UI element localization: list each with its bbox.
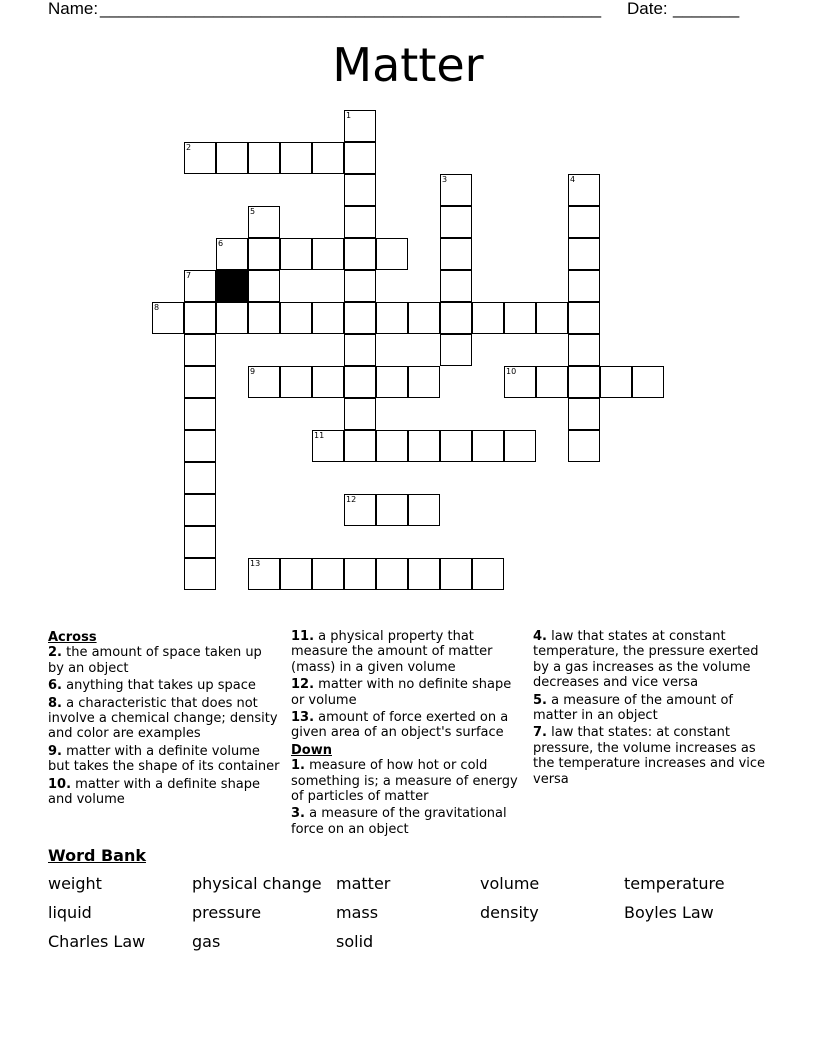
cell-number: 7	[186, 271, 192, 280]
cell-number: 6	[218, 239, 224, 248]
clue-number: 12.	[291, 677, 315, 693]
grid-cell[interactable]	[344, 206, 376, 238]
clue-down-1	[291, 758, 527, 804]
grid-cell[interactable]	[568, 270, 600, 302]
grid-cell[interactable]	[440, 270, 472, 302]
grid-cell[interactable]	[248, 302, 280, 334]
clue-number: 11.	[291, 629, 315, 644]
grid-cell[interactable]	[184, 302, 216, 334]
clue-number: 1.	[291, 758, 305, 774]
grid-cell[interactable]	[280, 302, 312, 334]
grid-cell[interactable]	[376, 238, 408, 270]
clue-column-1	[48, 629, 280, 809]
grid-cell[interactable]	[536, 366, 568, 398]
word-bank-item: Boyles Law	[624, 903, 714, 922]
grid-cell[interactable]	[376, 366, 408, 398]
clue-text: matter with no definite shape or volume	[291, 677, 512, 708]
grid-cell[interactable]	[440, 430, 472, 462]
word-bank-item: density	[480, 903, 539, 922]
puzzle-title: Matter	[332, 38, 484, 92]
grid-cell[interactable]	[184, 558, 216, 590]
grid-cell[interactable]	[152, 302, 184, 334]
grid-cell[interactable]	[504, 302, 536, 334]
grid-cell[interactable]	[568, 430, 600, 462]
cell-number: 10	[506, 367, 517, 376]
grid-cell[interactable]	[536, 302, 568, 334]
clue-number: 10.	[48, 776, 72, 792]
clue-down-5	[533, 693, 769, 724]
grid-cell[interactable]	[184, 334, 216, 366]
grid-cell[interactable]	[184, 142, 216, 174]
grid-cell[interactable]	[184, 494, 216, 526]
grid-cell[interactable]	[312, 302, 344, 334]
clue-across-10	[48, 777, 280, 808]
word-bank-item: volume	[480, 874, 540, 893]
clue-number: 5.	[533, 692, 547, 708]
grid-cell[interactable]	[344, 302, 376, 334]
grid-cell[interactable]	[632, 366, 664, 398]
cell-number: 2	[186, 143, 192, 152]
grid-cell[interactable]	[504, 430, 536, 462]
grid-cell[interactable]	[216, 142, 248, 174]
grid-cell[interactable]	[568, 174, 600, 206]
word-bank-item: liquid	[48, 903, 92, 922]
grid-cell[interactable]	[312, 366, 344, 398]
grid-cell[interactable]	[568, 398, 600, 430]
grid-cell[interactable]	[184, 526, 216, 558]
cell-number: 8	[154, 303, 160, 312]
grid-cell[interactable]	[568, 366, 600, 398]
grid-cell[interactable]	[568, 302, 600, 334]
clue-across-6	[48, 678, 280, 693]
grid-cell[interactable]	[376, 430, 408, 462]
grid-cell[interactable]	[184, 430, 216, 462]
cell-number: 3	[442, 175, 448, 184]
grid-cell[interactable]	[344, 270, 376, 302]
grid-cell[interactable]	[248, 238, 280, 270]
grid-cell[interactable]	[312, 142, 344, 174]
word-bank-item: matter	[336, 874, 391, 893]
grid-cell[interactable]	[344, 430, 376, 462]
grid-cell[interactable]	[344, 238, 376, 270]
clue-text: a measure of the gravitational force on an object	[291, 806, 507, 837]
name-label: Name:	[48, 0, 99, 18]
grid-cell[interactable]	[280, 366, 312, 398]
grid-cell[interactable]	[344, 558, 376, 590]
clue-text: measure of how hot or cold something is; a measure of energy of particles of matter	[291, 758, 518, 805]
word-bank-item: physical change	[192, 874, 322, 893]
cell-number: 1	[346, 111, 352, 120]
word-bank-item: pressure	[192, 903, 262, 922]
clue-text: amount of force exerted on a given area of an object's surface	[291, 710, 509, 741]
clue-text: a physical property that measure the amount of matter (mass) in a given volume	[291, 629, 493, 675]
cell-number: 5	[250, 207, 256, 216]
grid-cell[interactable]	[248, 270, 280, 302]
grid-cell[interactable]	[440, 206, 472, 238]
name-field[interactable]: _____________________________________________________	[100, 0, 602, 18]
clue-across-11	[291, 629, 527, 675]
grid-cell[interactable]	[248, 558, 280, 590]
word-bank-item: mass	[336, 903, 379, 922]
grid-cell[interactable]	[408, 366, 440, 398]
grid-cell[interactable]	[472, 430, 504, 462]
grid-cell[interactable]	[312, 238, 344, 270]
grid-cell[interactable]	[280, 238, 312, 270]
grid-cell[interactable]	[408, 494, 440, 526]
word-bank-item: weight	[48, 874, 102, 893]
cell-number: 13	[250, 559, 261, 568]
grid-cell[interactable]	[216, 302, 248, 334]
clue-number: 8.	[48, 695, 62, 711]
date-label: Date:	[627, 0, 668, 18]
clue-text: a measure of the amount of matter in an object	[533, 692, 734, 724]
grid-cell[interactable]	[344, 142, 376, 174]
clue-down-3	[291, 806, 527, 837]
grid-cell[interactable]	[184, 366, 216, 398]
cell-number: 12	[346, 495, 357, 504]
grid-cell[interactable]	[408, 302, 440, 334]
grid-cell[interactable]	[440, 334, 472, 366]
grid-cell[interactable]	[472, 558, 504, 590]
grid-cell[interactable]	[408, 558, 440, 590]
clue-across-8	[48, 696, 280, 742]
black-square	[216, 270, 248, 302]
grid-cell[interactable]	[344, 366, 376, 398]
date-field[interactable]: _______	[673, 0, 740, 18]
clue-down-4	[533, 629, 769, 691]
word-bank-item: gas	[192, 932, 221, 951]
grid-cell[interactable]	[280, 558, 312, 590]
word-bank-title: Word Bank	[48, 846, 147, 865]
grid-cell[interactable]	[568, 206, 600, 238]
grid-cell[interactable]	[376, 302, 408, 334]
clue-number: 7.	[533, 725, 547, 741]
grid-cell[interactable]	[344, 174, 376, 206]
grid-cell[interactable]	[248, 142, 280, 174]
cell-number: 11	[314, 431, 325, 440]
grid-cell[interactable]	[376, 494, 408, 526]
grid-cell[interactable]	[376, 558, 408, 590]
clue-text: anything that takes up space	[66, 678, 256, 694]
clue-text: law that states: at constant pressure, the volume increases as the temperature increases and vice versa	[533, 725, 766, 787]
word-bank-item: Charles Law	[48, 932, 146, 951]
clue-number: 9.	[48, 743, 62, 759]
grid-cell[interactable]	[440, 302, 472, 334]
grid-cell[interactable]	[504, 366, 536, 398]
grid-cell[interactable]	[184, 462, 216, 494]
grid-cell[interactable]	[280, 142, 312, 174]
grid-cell[interactable]	[184, 398, 216, 430]
grid-cell[interactable]	[440, 558, 472, 590]
grid-cell[interactable]	[344, 398, 376, 430]
grid-cell[interactable]	[216, 238, 248, 270]
grid-cell[interactable]	[312, 558, 344, 590]
word-bank-item: temperature	[624, 874, 725, 893]
clue-column-2	[291, 629, 527, 839]
grid-cell[interactable]	[248, 366, 280, 398]
clue-text: a characteristic that does not involve a chemical change; density and color are examples	[48, 695, 278, 742]
cell-number: 4	[570, 175, 576, 184]
word-bank-item: solid	[336, 932, 374, 951]
clue-across-9	[48, 744, 280, 775]
clue-text: the amount of space taken up by an object	[48, 645, 262, 676]
grid-cell[interactable]	[248, 206, 280, 238]
grid-cell[interactable]	[440, 174, 472, 206]
grid-cell[interactable]	[344, 334, 376, 366]
grid-cell[interactable]	[472, 302, 504, 334]
word-bank	[48, 874, 768, 952]
clue-number: 6.	[48, 678, 62, 694]
clue-text: matter with a definite shape and volume	[48, 776, 261, 808]
clue-across-13	[291, 710, 527, 741]
grid-cell[interactable]	[568, 238, 600, 270]
clue-text: law that states at constant temperature, the pressure exerted by a gas increases as the volume decreases and vice versa	[533, 629, 759, 691]
clue-number: 4.	[533, 629, 547, 644]
grid-cell[interactable]	[344, 110, 376, 142]
cell-number: 9	[250, 367, 256, 376]
down-heading: Down	[291, 742, 332, 758]
grid-cell[interactable]	[408, 430, 440, 462]
clue-number: 13.	[291, 710, 315, 726]
grid-cell[interactable]	[600, 366, 632, 398]
clue-number: 2.	[48, 645, 62, 661]
clue-text: matter with a definite volume but takes the shape of its container	[48, 743, 280, 775]
grid-cell[interactable]	[440, 238, 472, 270]
clue-across-12	[291, 677, 527, 708]
grid-cell[interactable]	[184, 270, 216, 302]
clue-column-3	[533, 629, 769, 789]
clue-across-2	[48, 645, 280, 676]
clue-down-7	[533, 725, 769, 787]
clue-number: 3.	[291, 806, 305, 822]
grid-cell[interactable]	[568, 334, 600, 366]
across-heading: Across	[48, 630, 97, 645]
grid-cell[interactable]	[312, 430, 344, 462]
grid-cell[interactable]	[344, 494, 376, 526]
